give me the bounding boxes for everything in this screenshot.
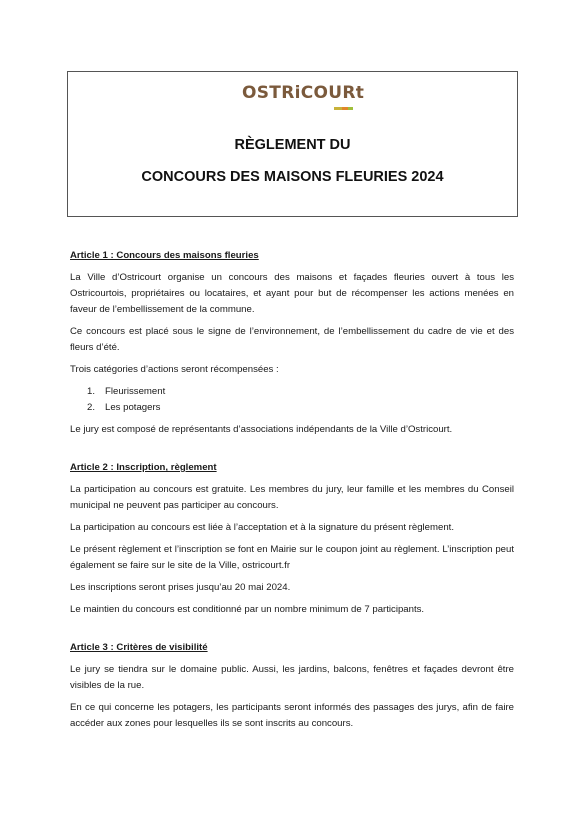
article-3-paragraph: Le jury se tiendra sur le domaine public. Aussi, les jardins, balcons, fenêtres et façades devront être visibles de la rue. <box>70 664 514 691</box>
list-item-number: 2. <box>87 402 96 413</box>
list-item-text: Fleurissement <box>105 386 166 397</box>
list-item-text: Les potagers <box>105 402 161 413</box>
section-gap <box>70 444 514 460</box>
section-gap <box>70 624 514 640</box>
article-2-paragraph: Le présent règlement et l’inscription se font en Mairie sur le coupon joint au règlement. L’inscription peut également se faire sur le site de la Ville, ostricourt.fr <box>70 544 514 571</box>
article-1-heading: Article 1 : Concours des maisons fleuries <box>70 250 259 261</box>
article-1 <box>70 248 514 438</box>
article-2-paragraph: Les inscriptions seront prises jusqu’au 20 mai 2024. <box>70 582 291 593</box>
list-item <box>70 400 514 416</box>
article-1-paragraph: Ce concours est placé sous le signe de l’environnement, de l’embellissement du cadre de vie et des fleurs d’été. <box>70 326 514 353</box>
article-2-paragraph: La participation au concours est liée à l’acceptation et à la signature du présent règlement. <box>70 522 454 533</box>
list-item-number: 1. <box>87 386 96 397</box>
article-1-paragraph: Trois catégories d’actions seront récompensées : <box>70 364 279 375</box>
document-body <box>70 248 514 738</box>
article-3-paragraph: En ce qui concerne les potagers, les participants seront informés des passages des jurys, afin de faire accéder aux zones pour lesquelles ils se sont inscrits au concours. <box>70 702 514 729</box>
logo-bar-yellow <box>334 107 342 110</box>
title-box <box>67 71 518 217</box>
document-title-line2: CONCOURS DES MAISONS FLEURIES 2024 <box>141 169 444 185</box>
article-2 <box>70 460 514 618</box>
article-2-paragraph: La participation au concours est gratuite. Les membres du jury, leur famille et les membres du Conseil municipal ne peuvent pas participer au concours. <box>70 484 514 511</box>
document-title-line1: RÈGLEMENT DU <box>234 137 351 153</box>
article-1-paragraph: Le jury est composé de représentants d’associations indépendants de la Ville d’Ostricourt. <box>70 424 453 435</box>
article-3 <box>70 640 514 732</box>
logo-text: OSTRiCOURt <box>242 83 365 103</box>
list-item <box>70 384 514 400</box>
logo-bar-green <box>348 107 353 110</box>
ostricourt-logo <box>242 83 365 109</box>
article-2-heading: Article 2 : Inscription, règlement <box>70 462 217 473</box>
article-3-heading: Article 3 : Critères de visibilité <box>70 642 208 653</box>
article-1-paragraph: La Ville d’Ostricourt organise un concours des maisons et façades fleuries ouvert à tous les Ostricourtois, propriétaires ou locataires, et ayant pour but de récompenser les actions menées en faveur de l’embellissement de la commune. <box>70 272 514 315</box>
article-2-paragraph: Le maintien du concours est conditionné par un nombre minimum de 7 participants. <box>70 604 425 615</box>
categories-list <box>70 384 514 416</box>
